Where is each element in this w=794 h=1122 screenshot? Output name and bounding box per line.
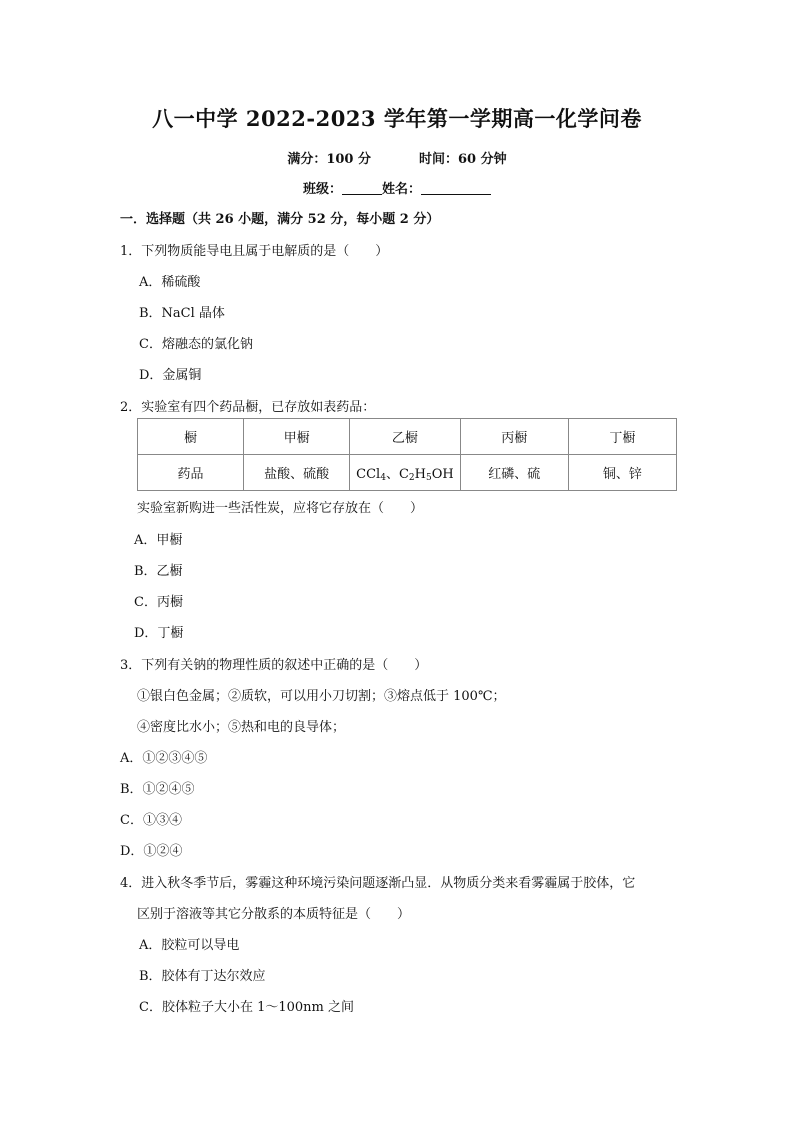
q3-option-c[interactable]: C．①③④: [120, 813, 182, 828]
q3-statements-line2: ④密度比水小；⑤热和电的良导体；: [137, 720, 346, 735]
table-row: [138, 419, 677, 455]
q2-followup: 实验室新购进一些活性炭，应将它存放在（ ）: [137, 501, 424, 516]
q4-option-c[interactable]: C．胶体粒子大小在 1～100nm 之间: [139, 1000, 354, 1015]
table-cell: 丁橱: [568, 419, 676, 455]
drug-cabinet-table: [137, 418, 677, 491]
name-blank[interactable]: [421, 182, 491, 195]
table-cell: 铜、锌: [568, 455, 676, 491]
q2-option-a[interactable]: A．甲橱: [134, 533, 183, 548]
q2-option-b[interactable]: B．乙橱: [134, 564, 183, 579]
q4-stem-line2: 区别于溶液等其它分散系的本质特征是（ ）: [137, 907, 411, 922]
student-info: [0, 178, 794, 197]
table-row: [138, 455, 677, 491]
q2-option-c[interactable]: C．丙橱: [134, 595, 183, 610]
table-cell-formula: CCl$_4$、$C_2H_5OH$: [350, 455, 460, 491]
q1-option-c[interactable]: C．熔融态的氯化钠: [139, 337, 253, 352]
time-label: 时间：60 分钟: [419, 152, 507, 167]
q3-option-b[interactable]: B．①②④⑤: [120, 782, 195, 797]
q1-option-d[interactable]: D．金属铜: [139, 368, 202, 383]
exam-info: [0, 148, 794, 167]
q1-option-a[interactable]: A．稀硫酸: [139, 275, 201, 290]
full-score-label: 满分：100 分: [287, 152, 372, 167]
q2-option-d[interactable]: D．丁橱: [134, 626, 184, 641]
table-cell: 丙橱: [460, 419, 568, 455]
q4-option-a[interactable]: A．胶粒可以导电: [139, 938, 240, 953]
class-blank[interactable]: [342, 182, 382, 195]
q1-stem: 1．下列物质能导电且属于电解质的是（ ）: [120, 244, 389, 259]
table-cell: 盐酸、硫酸: [244, 455, 350, 491]
q4-stem-line1: 4．进入秋冬季节后，雾霾这种环境污染问题逐渐凸显．从物质分类来看雾霾属于胶体，它: [120, 876, 636, 891]
q3-option-d[interactable]: D．①②④: [120, 844, 183, 859]
q3-stem: 3．下列有关钠的物理性质的叙述中正确的是（ ）: [120, 658, 428, 673]
table-cell: 红磷、硫: [460, 455, 568, 491]
q3-option-a[interactable]: A．①②③④⑤: [120, 751, 208, 766]
class-label: 班级：: [302, 182, 342, 197]
q4-option-b[interactable]: B．胶体有丁达尔效应: [139, 969, 266, 984]
q2-stem: 2．实验室有四个药品橱，已存放如表药品：: [120, 400, 376, 415]
q1-option-b[interactable]: B．NaCl 晶体: [139, 306, 225, 321]
q3-statements-line1: ①银白色金属；②质软，可以用小刀切割；③熔点低于 100℃；: [137, 689, 506, 704]
exam-title: 八一中学 2022-2023 学年第一学期高一化学问卷: [152, 106, 642, 131]
table-cell: 橱: [138, 419, 244, 455]
table-cell: 甲橱: [244, 419, 350, 455]
section-heading: 一．选择题（共 26 小题，满分 52 分，每小题 2 分）: [120, 212, 440, 227]
name-label: 姓名：: [382, 182, 422, 197]
table-cell: 乙橱: [350, 419, 460, 455]
table-cell: 药品: [138, 455, 244, 491]
